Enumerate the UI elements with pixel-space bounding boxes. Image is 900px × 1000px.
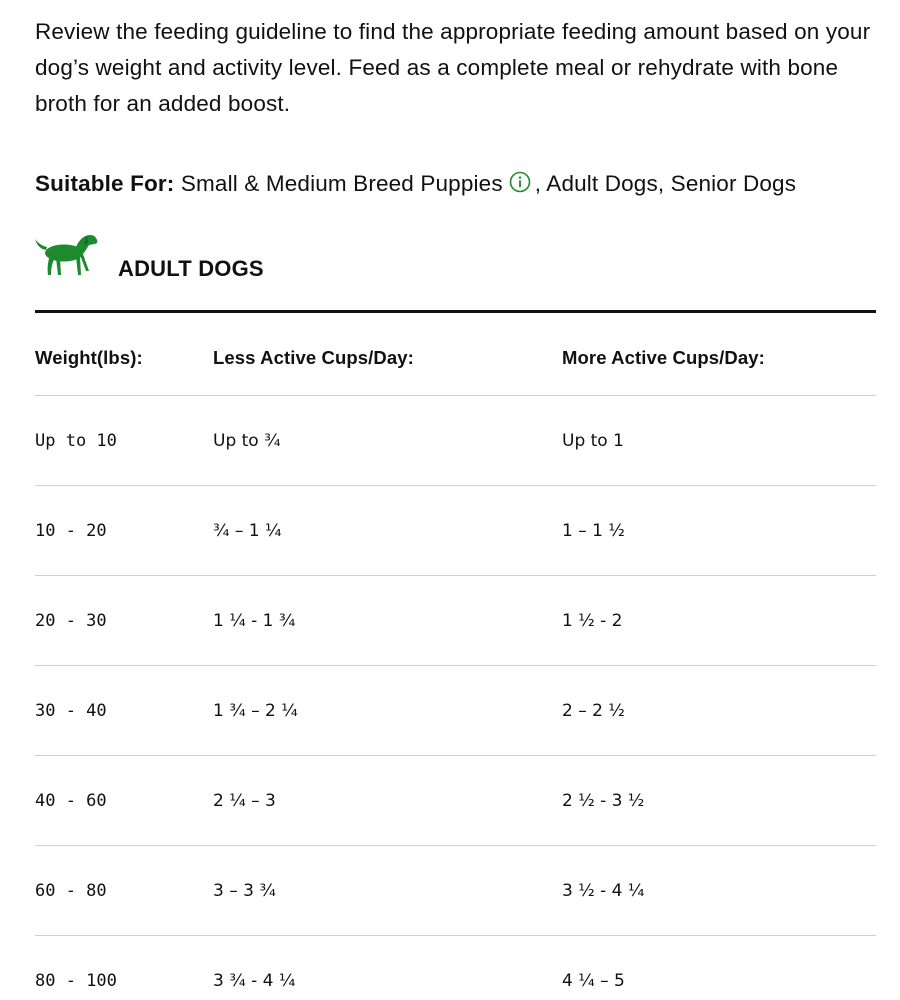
dog-icon <box>34 231 100 279</box>
intro-paragraph: Review the feeding guideline to find the appropriate feeding amount based on your dog’s weight and activity level. Feed as a complete meal or rehydrate with bone broth for an added boost. <box>35 19 871 116</box>
table-row <box>35 666 876 756</box>
more-active-cell: 2 – 2 ½ <box>562 700 625 721</box>
more-active-cell: Up to 1 <box>562 430 624 451</box>
more-active-cell: 1 – 1 ½ <box>562 520 625 541</box>
feeding-table <box>35 313 876 1000</box>
table-row <box>35 576 876 666</box>
suitable-for-line <box>35 166 796 202</box>
more-active-cell: 3 ½ - 4 ¼ <box>562 880 645 901</box>
table-row <box>35 396 876 486</box>
table-header-row <box>35 313 876 396</box>
more-active-cell: 1 ½ - 2 <box>562 610 623 631</box>
table-row <box>35 486 876 576</box>
suitable-for-label: Suitable For: <box>35 171 175 196</box>
weight-cell: 40 - 60 <box>35 790 107 811</box>
weight-cell: 30 - 40 <box>35 700 107 721</box>
weight-cell: 60 - 80 <box>35 880 107 901</box>
table-row <box>35 936 876 1000</box>
weight-cell: 10 - 20 <box>35 520 107 541</box>
header-less-active: Less Active Cups/Day: <box>213 347 414 368</box>
weight-cell: Up to 10 <box>35 430 117 451</box>
more-active-cell: 2 ½ - 3 ½ <box>562 790 645 811</box>
suitable-items-rest: , Adult Dogs, Senior Dogs <box>534 171 797 196</box>
table-row <box>35 846 876 936</box>
info-circle-icon[interactable] <box>509 168 531 190</box>
weight-cell: 20 - 30 <box>35 610 107 631</box>
header-weight: Weight(lbs): <box>35 347 143 368</box>
less-active-cell: 1 ¾ – 2 ¼ <box>213 700 298 721</box>
less-active-cell: 3 ¾ - 4 ¼ <box>213 970 296 991</box>
less-active-cell: Up to ¾ <box>213 430 281 451</box>
less-active-cell: 3 – 3 ¾ <box>213 880 276 901</box>
section-title: ADULT DOGS <box>118 256 264 281</box>
less-active-cell: ¾ – 1 ¼ <box>213 520 282 541</box>
more-active-cell: 4 ¼ – 5 <box>562 970 625 991</box>
suitable-item-puppies: Small & Medium Breed Puppies <box>180 171 503 196</box>
weight-cell: 80 - 100 <box>35 970 117 991</box>
less-active-cell: 1 ¼ - 1 ¾ <box>213 610 296 631</box>
less-active-cell: 2 ¼ – 3 <box>213 790 276 811</box>
header-more-active: More Active Cups/Day: <box>562 347 765 368</box>
table-row <box>35 756 876 846</box>
